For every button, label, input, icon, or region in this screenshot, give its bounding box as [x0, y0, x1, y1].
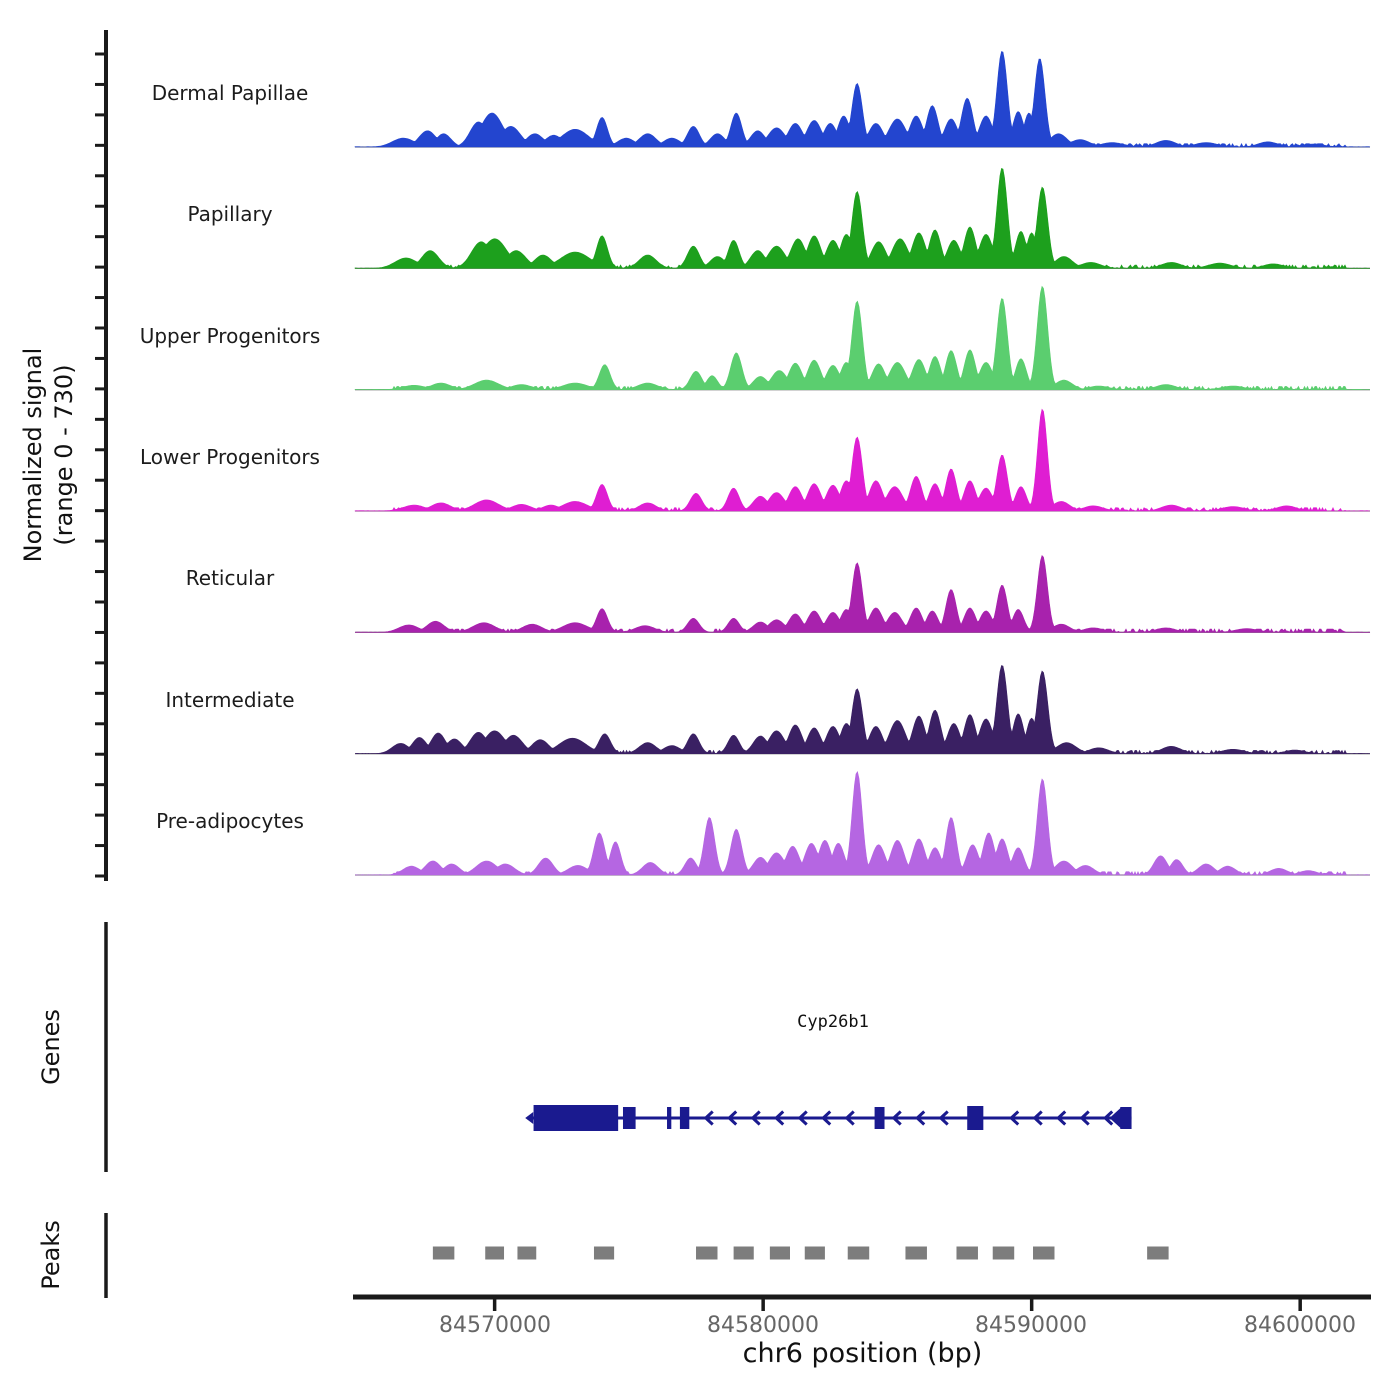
- y-axis-label-line2: (range 0 - 730): [50, 364, 78, 546]
- y-axis-label-line1: Normalized signal: [19, 347, 47, 563]
- peak-box: [433, 1247, 454, 1260]
- track-label-intermediate: Intermediate: [165, 688, 295, 712]
- signal-area-5: [355, 666, 1370, 754]
- peak-box: [1033, 1247, 1054, 1260]
- peak-box: [517, 1247, 536, 1260]
- gene-exon: [680, 1107, 689, 1129]
- signal-area-6: [355, 772, 1370, 875]
- peak-box: [734, 1247, 754, 1260]
- gene-exon: [623, 1107, 636, 1129]
- gene-name-label: Cyp26b1: [797, 1012, 869, 1032]
- peaks-section-label: Peaks: [37, 1220, 65, 1290]
- peak-box: [1147, 1247, 1168, 1260]
- gene-exon: [1120, 1107, 1131, 1129]
- x-tick-label: 84590000: [975, 1313, 1087, 1338]
- peak-box: [956, 1247, 977, 1260]
- peak-box: [696, 1247, 717, 1260]
- track-label-reticular: Reticular: [185, 566, 275, 590]
- gene-exon: [875, 1107, 885, 1129]
- peak-box: [805, 1247, 825, 1260]
- peak-box: [905, 1247, 926, 1260]
- track-label-upper-progenitors: Upper Progenitors: [139, 324, 321, 348]
- peak-box: [993, 1247, 1014, 1260]
- signal-area-0: [355, 52, 1370, 148]
- gene-exon: [667, 1107, 671, 1129]
- genes-section-label: Genes: [37, 1009, 65, 1085]
- gene-start-tip-icon: [525, 1112, 533, 1124]
- peak-box: [770, 1247, 790, 1260]
- x-axis-title: chr6 position (bp): [742, 1338, 983, 1369]
- signal-area-3: [355, 409, 1370, 511]
- track-label-pre-adipocytes: Pre-adipocytes: [156, 809, 304, 833]
- track-label-lower-progenitors: Lower Progenitors: [140, 445, 320, 469]
- peak-box: [594, 1247, 614, 1260]
- signal-area-1: [355, 168, 1370, 268]
- x-tick-label: 84570000: [439, 1313, 551, 1338]
- signal-area-2: [355, 286, 1370, 389]
- track-label-papillary: Papillary: [187, 202, 273, 226]
- x-tick-label: 84580000: [707, 1313, 819, 1338]
- x-tick-label: 84600000: [1244, 1313, 1356, 1338]
- peak-box: [848, 1247, 869, 1260]
- gene-exon: [534, 1105, 619, 1131]
- peak-box: [485, 1247, 504, 1260]
- signal-area-4: [355, 556, 1370, 633]
- gene-exon: [967, 1106, 983, 1130]
- y-axis-label: [18, 3, 86, 907]
- track-label-dermal-papillae: Dermal Papillae: [151, 81, 309, 105]
